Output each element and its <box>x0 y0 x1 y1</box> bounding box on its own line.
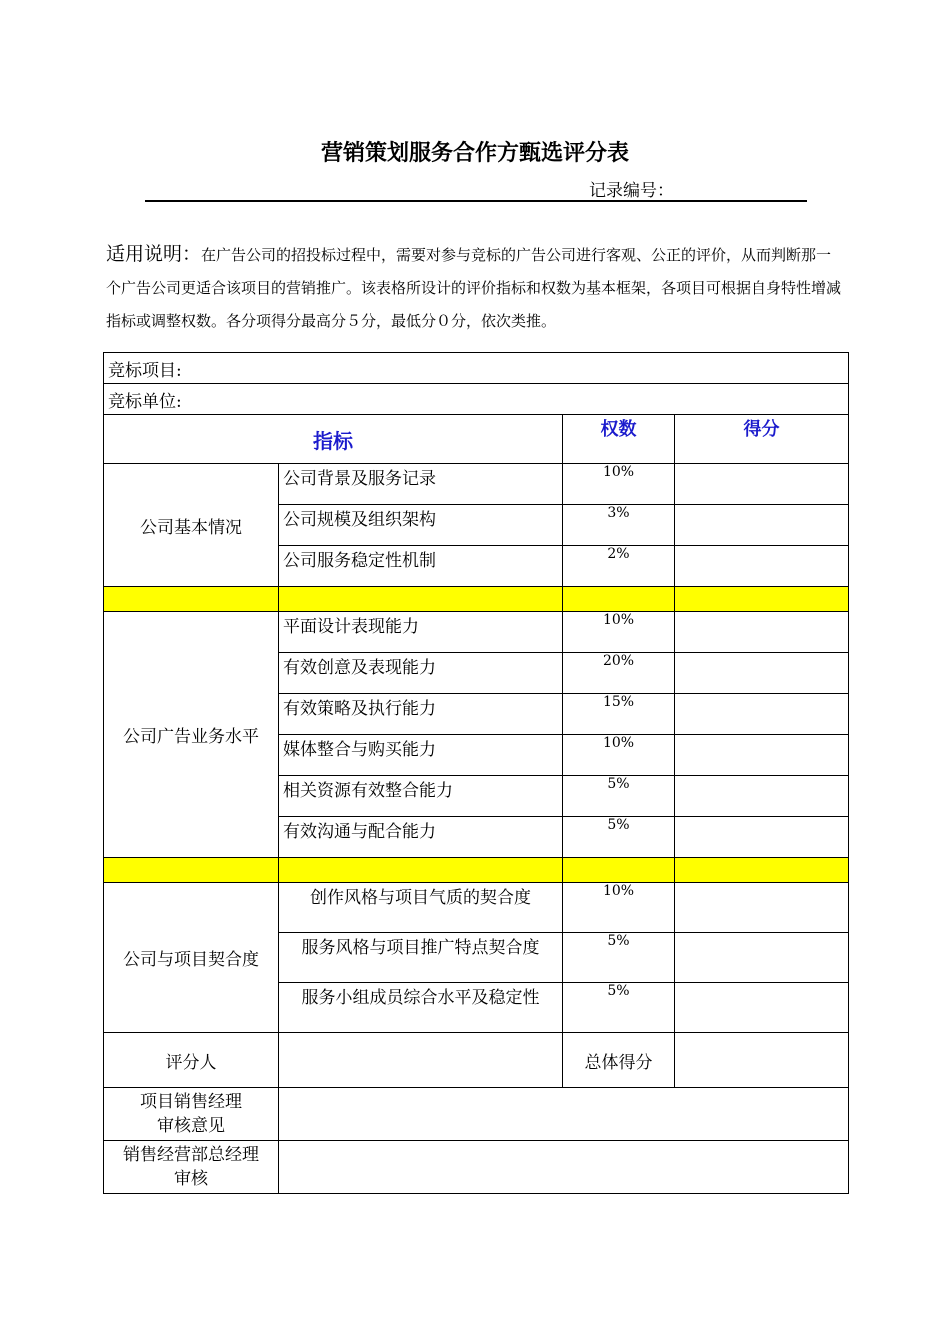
total-score-label: 总体得分 <box>563 1033 675 1088</box>
item-name: 相关资源有效整合能力 <box>279 776 563 817</box>
item-name: 平面设计表现能力 <box>279 612 563 653</box>
header-indicator: 指标 <box>104 415 563 464</box>
item-name: 服务小组成员综合水平及稳定性 <box>279 983 563 1033</box>
rater-field[interactable] <box>279 1033 563 1088</box>
general-manager-line2: 审核 <box>174 1169 208 1189</box>
item-weight: 5% <box>563 983 675 1033</box>
score-cell[interactable] <box>675 612 849 653</box>
score-cell[interactable] <box>675 505 849 546</box>
item-name: 有效沟通与配合能力 <box>279 817 563 858</box>
category-company-basics: 公司基本情况 <box>104 464 279 587</box>
section-separator <box>104 587 849 612</box>
score-cell[interactable] <box>675 817 849 858</box>
evaluation-table <box>103 352 849 1194</box>
score-cell[interactable] <box>675 983 849 1033</box>
usage-description <box>106 238 846 338</box>
rater-label: 评分人 <box>104 1033 279 1088</box>
item-name: 有效创意及表现能力 <box>279 653 563 694</box>
bid-unit-field[interactable]: 竞标单位: <box>104 384 849 415</box>
score-cell[interactable] <box>675 933 849 983</box>
usage-description-text: 在广告公司的招投标过程中，需要对参与竞标的广告公司进行客观、公正的评价，从而判断那一个广告公司更适合该项目的营销推广。该表格所设计的评价指标和权数为基本框架，各项目可根据自身特性增减指标或调整权数。各分项得分最高分５分，最低分０分，依次类推。 <box>106 246 842 330</box>
item-weight: 5% <box>563 933 675 983</box>
general-manager-review-label <box>104 1141 279 1194</box>
score-cell[interactable] <box>675 694 849 735</box>
header-score: 得分 <box>675 415 849 464</box>
item-weight: 3% <box>563 505 675 546</box>
score-cell[interactable] <box>675 546 849 587</box>
category-advertising-level: 公司广告业务水平 <box>104 612 279 858</box>
item-weight: 10% <box>563 883 675 933</box>
score-cell[interactable] <box>675 653 849 694</box>
item-weight: 10% <box>563 464 675 505</box>
title-underline <box>145 200 807 202</box>
item-name: 公司规模及组织架构 <box>279 505 563 546</box>
item-name: 媒体整合与购买能力 <box>279 735 563 776</box>
usage-description-lead: 适用说明： <box>106 243 202 265</box>
item-weight: 5% <box>563 817 675 858</box>
sales-manager-line2: 审核意见 <box>157 1116 225 1136</box>
item-name: 创作风格与项目气质的契合度 <box>279 883 563 933</box>
general-manager-line1: 销售经营部总经理 <box>123 1145 259 1165</box>
header-weight: 权数 <box>563 415 675 464</box>
page-title: 营销策划服务合作方甄选评分表 <box>320 141 629 166</box>
general-manager-review-field[interactable] <box>279 1141 849 1194</box>
total-score-field[interactable] <box>675 1033 849 1088</box>
item-weight: 5% <box>563 776 675 817</box>
section-separator <box>104 858 849 883</box>
sales-manager-review-label <box>104 1088 279 1141</box>
record-number-label: 记录编号： <box>589 181 674 201</box>
item-name: 有效策略及执行能力 <box>279 694 563 735</box>
category-project-fit: 公司与项目契合度 <box>104 883 279 1033</box>
bid-project-field[interactable]: 竞标项目: <box>104 353 849 384</box>
item-name: 公司背景及服务记录 <box>279 464 563 505</box>
sales-manager-review-field[interactable] <box>279 1088 849 1141</box>
item-weight: 10% <box>563 612 675 653</box>
item-weight: 20% <box>563 653 675 694</box>
item-name: 公司服务稳定性机制 <box>279 546 563 587</box>
item-weight: 15% <box>563 694 675 735</box>
item-weight: 10% <box>563 735 675 776</box>
score-cell[interactable] <box>675 464 849 505</box>
score-cell[interactable] <box>675 883 849 933</box>
score-cell[interactable] <box>675 735 849 776</box>
score-cell[interactable] <box>675 776 849 817</box>
item-name: 服务风格与项目推广特点契合度 <box>279 933 563 983</box>
sales-manager-line1: 项目销售经理 <box>140 1092 242 1112</box>
item-weight: 2% <box>563 546 675 587</box>
